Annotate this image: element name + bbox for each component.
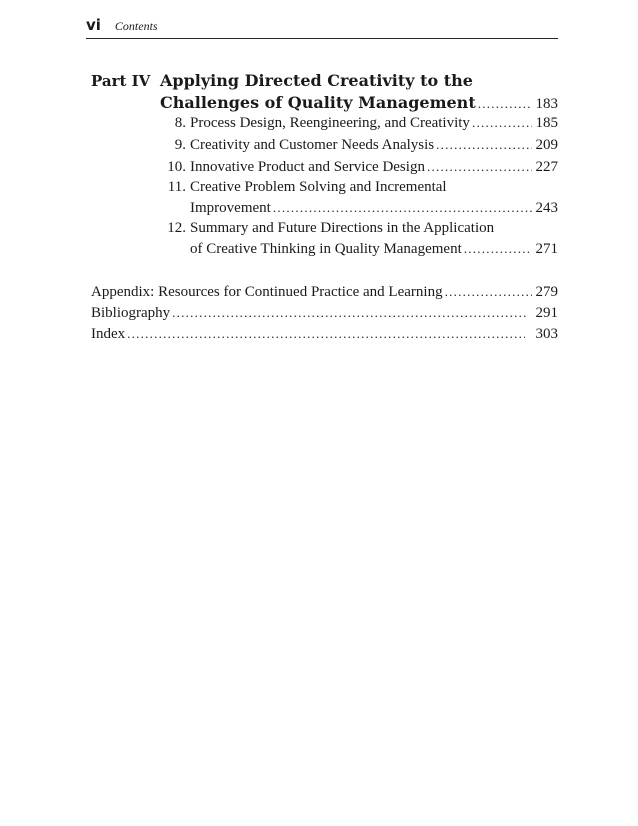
- dot-leader: [427, 157, 532, 177]
- toc-entry-chapter-8[interactable]: [160, 113, 558, 133]
- page-number: 209: [535, 137, 558, 153]
- part-label: Part IV: [91, 72, 151, 90]
- dot-leader: [464, 239, 532, 259]
- part-title-line1: Applying Directed Creativity to the: [160, 71, 473, 90]
- entry-title: Index: [91, 326, 126, 342]
- toc-entry-index[interactable]: [91, 324, 558, 344]
- entry-title: Appendix: Resources for Continued Practice and Learning: [91, 284, 443, 300]
- dot-leader: [436, 135, 531, 155]
- chapter-title: Creativity and Customer Needs Analysis: [190, 137, 435, 153]
- page-number: 185: [535, 115, 558, 131]
- dot-leader: [478, 94, 532, 114]
- entry-title: Bibliography: [91, 305, 171, 321]
- chapter-title: Summary and Future Directions in the Application: [190, 220, 495, 236]
- dot-leader: [127, 324, 525, 344]
- page-number: 183: [535, 96, 558, 112]
- part-title-row[interactable]: [160, 93, 558, 114]
- chapter-title: Creative Problem Solving and Incremental: [190, 179, 447, 195]
- running-header: [86, 16, 558, 39]
- page-number: 243: [535, 200, 558, 216]
- toc-entry-chapter-10[interactable]: [160, 157, 558, 177]
- chapter-number: 12.: [167, 220, 186, 236]
- page-number: 271: [535, 241, 558, 257]
- page-number: 227: [535, 159, 558, 175]
- page-number: 303: [535, 326, 558, 342]
- toc-entry-chapter-12-line1[interactable]: [160, 218, 494, 238]
- toc-entry-bibliography[interactable]: [91, 303, 558, 323]
- page-folio: vi: [86, 16, 101, 34]
- chapter-title-continued: of Creative Thinking in Quality Management: [190, 241, 462, 257]
- chapter-title-continued: Improvement: [190, 200, 271, 216]
- chapter-title: Innovative Product and Service Design: [190, 159, 425, 175]
- toc-entry-appendix[interactable]: [91, 282, 558, 302]
- toc-entry-chapter-11[interactable]: [190, 198, 558, 218]
- page-number: 279: [535, 284, 558, 300]
- dot-leader: [445, 282, 532, 302]
- running-title: Contents: [114, 19, 158, 33]
- dot-leader: [472, 113, 532, 133]
- chapter-number: 8.: [174, 115, 186, 131]
- chapter-number: 11.: [167, 179, 186, 195]
- toc-entry-chapter-12[interactable]: [190, 239, 558, 259]
- chapter-number: 10.: [167, 159, 186, 175]
- toc-entry-chapter-11-line1[interactable]: [160, 177, 447, 197]
- toc-entry-chapter-9[interactable]: [160, 135, 558, 155]
- dot-leader: [172, 303, 528, 323]
- chapter-title: Process Design, Reengineering, and Creativity: [190, 115, 470, 131]
- chapter-number: 9.: [174, 137, 186, 153]
- dot-leader: [273, 198, 532, 218]
- part-title-line2: Challenges of Quality Management: [160, 93, 476, 112]
- page-number: 291: [535, 305, 558, 321]
